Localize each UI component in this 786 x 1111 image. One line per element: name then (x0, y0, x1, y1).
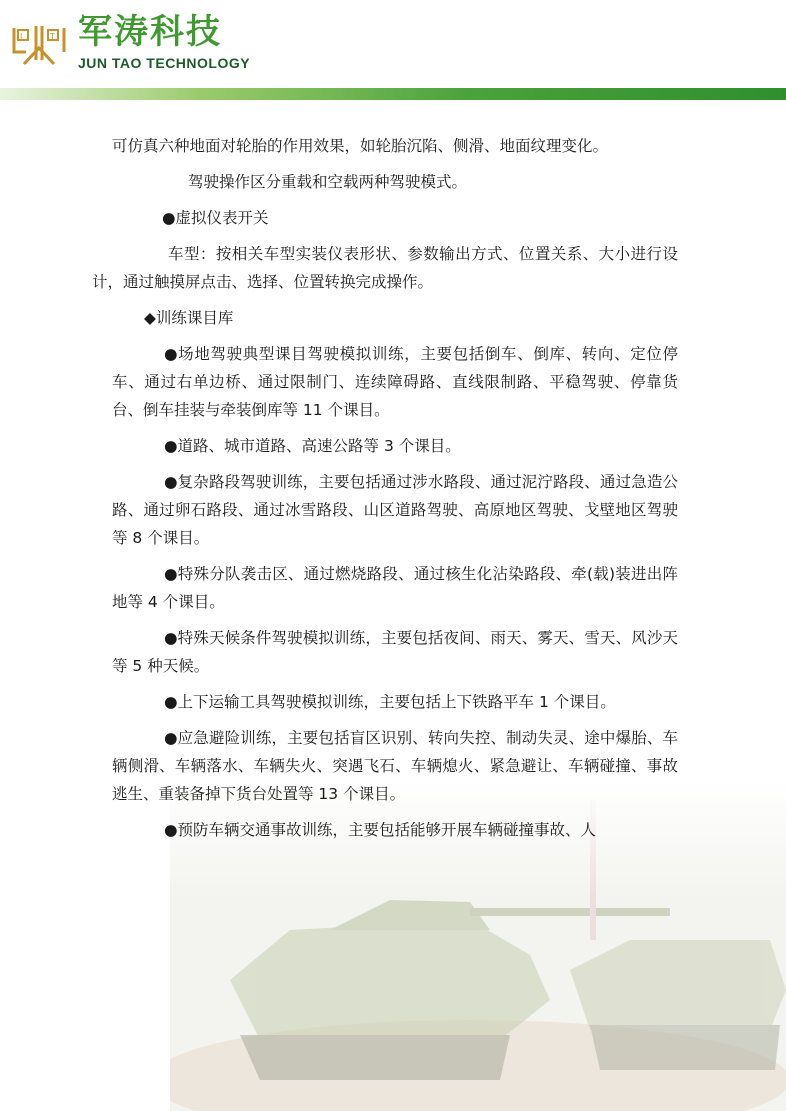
paragraph: 驾驶操作区分重载和空载两种驾驶模式。 (188, 173, 468, 191)
svg-text:J: J (20, 32, 23, 41)
paragraph: ●特殊天候条件驾驶模拟训练，主要包括夜间、雨天、雾天、雪天、风沙天等 5 种天候。 (112, 629, 678, 675)
section-heading: ◆训练课目库 (144, 309, 234, 327)
brand-english-name: JUN TAO TECHNOLOGY (78, 55, 251, 71)
paragraph: 车型：按相关车型实装仪表形状、参数输出方式、位置关系、大小进行设计，通过触摸屏点击、选择、位置转换完成操作。 (92, 245, 678, 291)
company-logo-icon (8, 22, 72, 68)
paragraph: ●复杂路段驾驶训练，主要包括通过涉水路段、通过泥泞路段、通过急造公路、通过卵石路段、通过冰雪路段、山区道路驾驶、高原地区驾驶、戈壁地区驾驶等 8 个课目。 (112, 473, 678, 547)
paragraph: ●上下运输工具驾驶模拟训练，主要包括上下铁路平车 1 个课目。 (164, 693, 616, 711)
paragraph: ●道路、城市道路、高速公路等 3 个课目。 (164, 437, 461, 455)
svg-text:T: T (50, 32, 55, 41)
paragraph: 可仿真六种地面对轮胎的作用效果，如轮胎沉陷、侧滑、地面纹理变化。 (112, 137, 609, 155)
paragraph: ●应急避险训练，主要包括盲区识别、转向失控、制动失灵、途中爆胎、车辆侧滑、车辆落水、车辆失火、突遇飞石、车辆熄火、紧急避让、车辆碰撞、事故逃生、重装备掉下货台处置等 13 个课目。 (112, 729, 678, 803)
document-body (92, 132, 678, 852)
paragraph: ●虚拟仪表开关 (162, 209, 269, 227)
paragraph: ●场地驾驶典型课目驾驶模拟训练，主要包括倒车、倒库、转向、定位停车、通过右单边桥、通过限制门、连续障碍路、直线限制路、平稳驾驶、停靠货台、倒车挂装与牵装倒库等 11 个课目。 (112, 345, 678, 419)
paragraph: ●预防车辆交通事故训练，主要包括能够开展车辆碰撞事故、人 (164, 821, 597, 839)
header-divider (0, 88, 786, 100)
brand-chinese-name: 军涛科技 (78, 12, 222, 52)
page-header (0, 0, 786, 100)
paragraph: ●特殊分队袭击区、通过燃烧路段、通过核生化沾染路段、牵(载)装进出阵地等 4 个课目。 (112, 565, 678, 611)
